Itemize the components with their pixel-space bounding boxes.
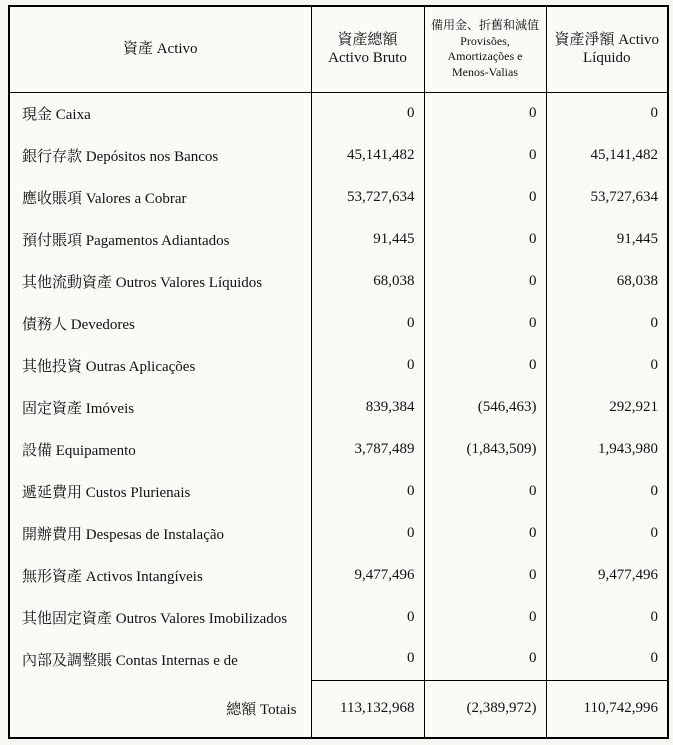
header-activo-liquido: 資產淨額 Activo Líquido bbox=[546, 6, 668, 92]
balance-sheet-table bbox=[8, 5, 669, 739]
row-net: 53,727,634 bbox=[546, 176, 668, 218]
table-row bbox=[9, 218, 668, 260]
row-gross: 68,038 bbox=[311, 260, 424, 302]
row-net: 0 bbox=[546, 302, 668, 344]
row-gross: 53,727,634 bbox=[311, 176, 424, 218]
totals-net: 110,742,996 bbox=[546, 680, 668, 738]
totals-gross: 113,132,968 bbox=[311, 680, 424, 738]
row-gross: 0 bbox=[311, 512, 424, 554]
row-net: 1,943,980 bbox=[546, 428, 668, 470]
row-label: 固定資產 Imóveis bbox=[22, 400, 135, 417]
table-row bbox=[9, 638, 668, 680]
header-activo-bruto: 資產總額 Activo Bruto bbox=[311, 6, 424, 92]
row-net: 91,445 bbox=[546, 218, 668, 260]
row-label: 現金 Caixa bbox=[22, 106, 91, 123]
row-provisions: 0 bbox=[424, 260, 546, 302]
table-footer bbox=[9, 680, 668, 738]
row-provisions: 0 bbox=[424, 554, 546, 596]
table-row bbox=[9, 512, 668, 554]
row-net: 45,141,482 bbox=[546, 134, 668, 176]
row-net: 292,921 bbox=[546, 386, 668, 428]
row-label: 應收賬項 Valores a Cobrar bbox=[22, 190, 187, 207]
row-net: 0 bbox=[546, 512, 668, 554]
row-label: 開辦費用 Despesas de Instalação bbox=[22, 526, 225, 543]
row-gross: 0 bbox=[311, 92, 424, 134]
row-label: 其他固定資產 Outros Valores Imobilizados bbox=[22, 610, 288, 627]
table-row bbox=[9, 344, 668, 386]
table-row bbox=[9, 470, 668, 512]
row-net: 0 bbox=[546, 92, 668, 134]
totals-row bbox=[9, 680, 668, 738]
row-gross: 91,445 bbox=[311, 218, 424, 260]
row-label: 銀行存款 Depósitos nos Bancos bbox=[22, 148, 219, 165]
row-gross: 0 bbox=[311, 344, 424, 386]
header-activo: 資產 Activo bbox=[9, 6, 311, 92]
table-row bbox=[9, 260, 668, 302]
table-row bbox=[9, 596, 668, 638]
table-row bbox=[9, 92, 668, 134]
row-provisions: (1,843,509) bbox=[424, 428, 546, 470]
header-row bbox=[9, 6, 668, 92]
row-provisions: 0 bbox=[424, 92, 546, 134]
row-provisions: 0 bbox=[424, 596, 546, 638]
totals-label: 總額 Totais bbox=[226, 702, 297, 718]
row-gross: 0 bbox=[311, 302, 424, 344]
row-gross: 9,477,496 bbox=[311, 554, 424, 596]
row-provisions: (546,463) bbox=[424, 386, 546, 428]
row-gross: 0 bbox=[311, 470, 424, 512]
table-body bbox=[9, 92, 668, 680]
row-label: 債務人 Devedores bbox=[22, 316, 135, 333]
table-row bbox=[9, 134, 668, 176]
row-label: 內部及調整賬 Contas Internas e de bbox=[22, 652, 238, 669]
row-provisions: 0 bbox=[424, 638, 546, 680]
row-gross: 0 bbox=[311, 638, 424, 680]
row-provisions: 0 bbox=[424, 470, 546, 512]
row-net: 9,477,496 bbox=[546, 554, 668, 596]
row-provisions: 0 bbox=[424, 134, 546, 176]
table-row bbox=[9, 386, 668, 428]
row-provisions: 0 bbox=[424, 302, 546, 344]
row-label: 預付賬項 Pagamentos Adiantados bbox=[22, 232, 230, 249]
row-provisions: 0 bbox=[424, 176, 546, 218]
row-provisions: 0 bbox=[424, 512, 546, 554]
header-provisoes: 備用金、折舊和減值 Provisões, Amortizações e Menos-Valias bbox=[424, 6, 546, 92]
row-gross: 3,787,489 bbox=[311, 428, 424, 470]
row-label: 其他投資 Outras Aplicações bbox=[22, 358, 196, 375]
table-header bbox=[9, 6, 668, 92]
row-net: 0 bbox=[546, 596, 668, 638]
row-label: 其他流動資產 Outros Valores Líquidos bbox=[22, 274, 263, 291]
table-row bbox=[9, 302, 668, 344]
table-row bbox=[9, 428, 668, 470]
totals-provisions: (2,389,972) bbox=[424, 680, 546, 738]
row-label: 設備 Equipamento bbox=[22, 442, 136, 459]
row-gross: 0 bbox=[311, 596, 424, 638]
row-net: 68,038 bbox=[546, 260, 668, 302]
row-label: 無形資產 Activos Intangíveis bbox=[22, 568, 203, 585]
table-row bbox=[9, 554, 668, 596]
row-gross: 839,384 bbox=[311, 386, 424, 428]
row-label: 遞延費用 Custos Plurienais bbox=[22, 484, 191, 501]
row-net: 0 bbox=[546, 638, 668, 680]
row-net: 0 bbox=[546, 470, 668, 512]
row-gross: 45,141,482 bbox=[311, 134, 424, 176]
row-provisions: 0 bbox=[424, 344, 546, 386]
row-provisions: 0 bbox=[424, 218, 546, 260]
row-net: 0 bbox=[546, 344, 668, 386]
table-row bbox=[9, 176, 668, 218]
